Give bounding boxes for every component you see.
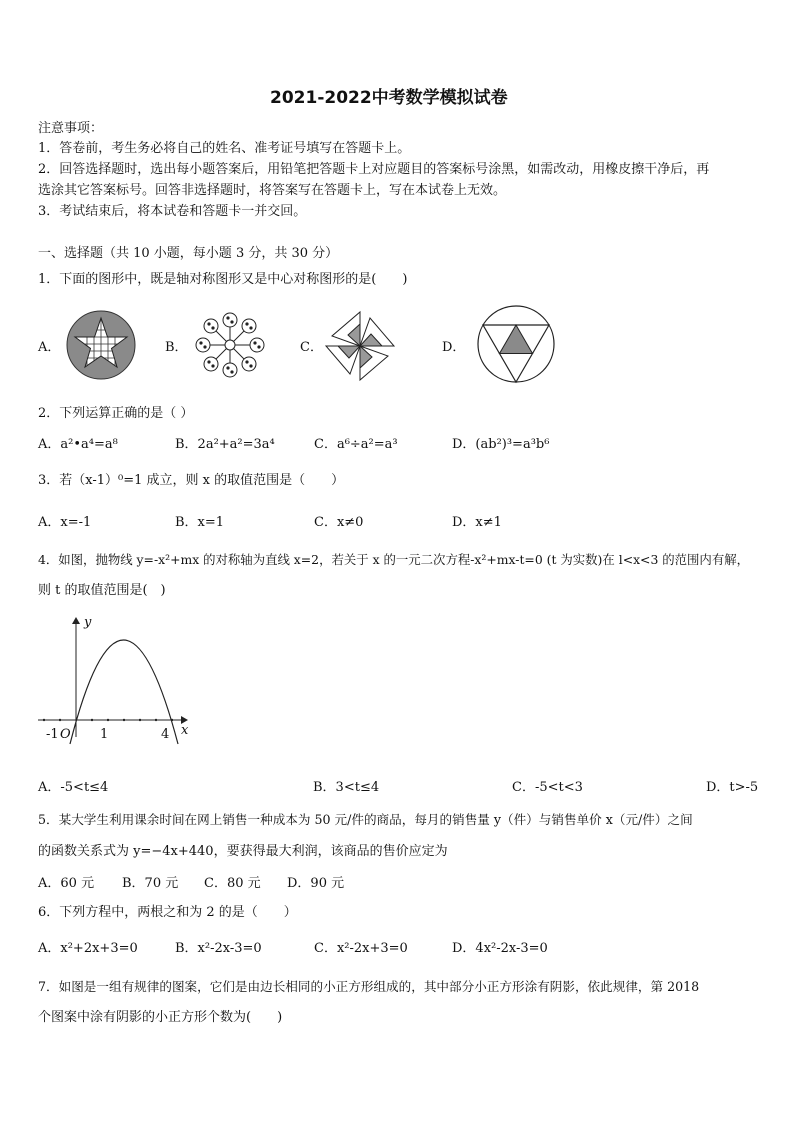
- q3-option-a: A．x=-1: [38, 515, 92, 530]
- q1-figure-a-star-circle: [66, 310, 136, 380]
- graph-y-label: y: [84, 615, 92, 630]
- question-4-stem-cont: 则 t 的取值范围是( ): [38, 583, 166, 598]
- q1-figure-b-flower: [194, 312, 266, 378]
- question-6-stem: 6．下列方程中，两根之和为 2 的是（ ）: [38, 905, 297, 920]
- q2-option-a: A．a²•a⁴=a⁸: [38, 437, 118, 452]
- question-3-stem: 3．若（x-1）⁰=1 成立，则 x 的取值范围是（ ）: [38, 473, 345, 488]
- q5-option-b: B．70 元: [122, 876, 179, 891]
- q1-figure-c-pinwheel: [322, 308, 398, 384]
- q4-option-a: A．-5<t≤4: [38, 780, 109, 795]
- q5-option-c: C．80 元: [204, 876, 261, 891]
- question-5-stem: 5．某大学生利用课余时间在网上销售一种成本为 50 元/件的商品，每月的销售量 y（件）与销售单价 x（元/件）之间: [38, 812, 693, 827]
- q1-option-b-label: B．: [165, 340, 188, 355]
- q1-option-c-label: C．: [300, 340, 323, 355]
- q6-option-c: C．x²-2x+3=0: [314, 941, 408, 956]
- q6-option-a: A．x²+2x+3=0: [38, 941, 138, 956]
- notice-item: 3．考试结束后，将本试卷和答题卡一并交回。: [38, 204, 307, 219]
- q1-option-d-label: D．: [442, 340, 466, 355]
- question-1-stem: 1．下面的图形中，既是轴对称图形又是中心对称图形的是( ): [38, 272, 408, 287]
- section-heading: 一、选择题（共 10 小题，每小题 3 分，共 30 分）: [38, 246, 339, 261]
- graph-tick-1: 1: [100, 727, 109, 742]
- q4-option-b: B．3<t≤4: [313, 780, 380, 795]
- q5-option-d: D．90 元: [287, 876, 345, 891]
- q3-option-b: B．x=1: [175, 515, 225, 530]
- question-7-stem: 7．如图是一组有规律的图案，它们是由边长相同的小正方形组成的，其中部分小正方形涂有阴影，依此规律，第 2018: [38, 979, 700, 994]
- notice-heading: 注意事项：: [38, 121, 104, 136]
- q2-option-b: B．2a²+a²=3a⁴: [175, 437, 275, 452]
- notice-item: 2．回答选择题时，选出每小题答案后，用铅笔把答题卡上对应题目的答案标号涂黑，如需改动，用橡皮擦干净后，再: [38, 162, 710, 177]
- question-5-stem-cont: 的函数关系式为 y=−4x+440，要获得最大利润，该商品的售价应定为: [38, 844, 448, 859]
- q6-option-d: D．4x²-2x-3=0: [452, 941, 548, 956]
- q6-option-b: B．x²-2x-3=0: [175, 941, 262, 956]
- q4-option-c: C．-5<t<3: [512, 780, 583, 795]
- graph-x-label: x: [181, 723, 189, 738]
- graph-origin: O: [60, 727, 71, 742]
- q5-option-a: A．60 元: [38, 876, 95, 891]
- q3-option-c: C．x≠0: [314, 515, 364, 530]
- q3-option-d: D．x≠1: [452, 515, 502, 530]
- q1-figure-d-triangle-circle: [476, 304, 556, 384]
- q2-option-d: D．(ab²)³=a³b⁶: [452, 437, 550, 452]
- notice-item: 选涂其它答案标号。回答非选择题时，将答案写在答题卡上，写在本试卷上无效。: [38, 183, 507, 198]
- question-4-stem: 4．如图，抛物线 y=-x²+mx 的对称轴为直线 x=2，若关于 x 的一元二次方程-x²+mx-t=0 (t 为实数)在 l<x<3 的范围内有解，: [38, 552, 749, 567]
- question-7-stem-cont: 个图案中涂有阴影的小正方形个数为( ): [38, 1010, 283, 1025]
- page-title: 2021-2022中考数学模拟试卷: [270, 88, 508, 108]
- q2-option-c: C．a⁶÷a²=a³: [314, 437, 398, 452]
- q1-option-a-label: A．: [38, 340, 61, 355]
- question-2-stem: 2．下列运算正确的是（ ）: [38, 406, 194, 421]
- notice-item: 1．答卷前，考生务必将自己的姓名、准考证号填写在答题卡上。: [38, 141, 411, 156]
- graph-tick-neg1: -1: [46, 727, 59, 742]
- graph-tick-4: 4: [161, 727, 170, 742]
- q4-option-d: D．t>-5: [706, 780, 759, 795]
